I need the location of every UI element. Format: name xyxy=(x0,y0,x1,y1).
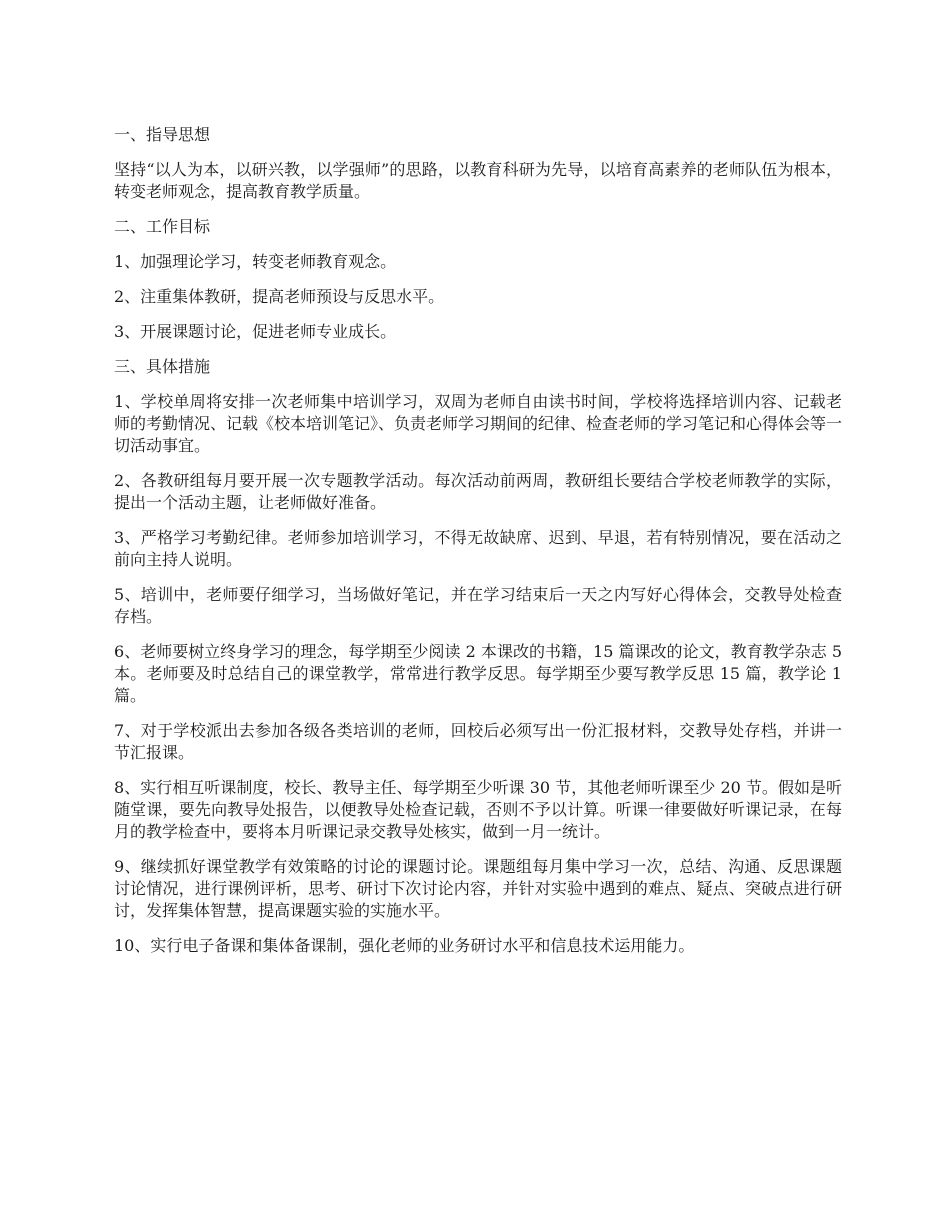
goal-item-2: 2、注重集体教研，提高老师预设与反思水平。 xyxy=(114,287,445,306)
measure-item-3: 3、严格学习考勤纪律。老师参加培训学习，不得无故缺席、迟到、早退，若有特别情况，要在活动之前向主持人说明。 xyxy=(114,528,842,569)
measure-item-2: 2、各教研组每月要开展一次专题教学活动。每次活动前两周，教研组长要结合学校老师教学的实际，提出一个活动主题，让老师做好准备。 xyxy=(114,471,842,512)
section-heading-guiding-ideology: 一、指导思想 xyxy=(114,125,211,144)
goal-item-1: 1、加强理论学习，转变老师教育观念。 xyxy=(114,252,397,271)
section-heading-measures: 三、具体措施 xyxy=(114,357,211,376)
document-body xyxy=(114,124,842,970)
measure-item-1: 1、学校单周将安排一次老师集中培训学习，双周为老师自由读书时间，学校将选择培训内容、记载老师的考勤情况、记载《校本培训笔记》、负责老师学习期间的纪律、检查老师的学习笔记和心得体会等一切活动事宜。 xyxy=(114,392,843,455)
measure-item-6: 6、老师要树立终身学习的理念，每学期至少阅读 2 本课改的书籍，15 篇课改的论文，教育教学杂志 5 本。老师要及时总结自己的课堂教学，常常进行教学反思。每学期至少要写教学反思 15 篇，教学论 1 篇。 xyxy=(114,642,842,705)
measure-item-5: 5、培训中，老师要仔细学习，当场做好笔记，并在学习结束后一天之内写好心得体会，交教导处检查存档。 xyxy=(114,585,842,626)
measure-item-8: 8、实行相互听课制度，校长、教导主任、每学期至少听课 30 节，其他老师听课至少 20 节。假如是听随堂课，要先向教导处报告，以便教导处检查记载，否则不予以计算。听课一律要做好听课记录，在每月的教学检查中，要将本月听课记录交教导处核实，做到一月一统计。 xyxy=(114,778,842,841)
paragraph-guiding-ideology: 坚持“以人为本，以研兴教，以学强师”的思路，以教育科研为先导，以培育高素养的老师队伍为根本，转变老师观念，提高教育教学质量。 xyxy=(114,160,842,201)
measure-item-9: 9、继续抓好课堂教学有效策略的讨论的课题讨论。课题组每月集中学习一次，总结、沟通、反思课题讨论情况，进行课例评析，思考、研讨下次讨论内容，并针对实验中遇到的难点、疑点、突破点进行研讨，发挥集体智慧，提高课题实验的实施水平。 xyxy=(114,857,842,920)
measure-item-7: 7、对于学校派出去参加各级各类培训的老师，回校后必须写出一份汇报材料，交教导处存档，并讲一节汇报课。 xyxy=(114,721,842,762)
section-heading-work-goals: 二、工作目标 xyxy=(114,217,211,236)
goal-item-3: 3、开展课题讨论，促进老师专业成长。 xyxy=(114,322,397,341)
measure-item-10: 10、实行电子备课和集体备课制，强化老师的业务研讨水平和信息技术运用能力。 xyxy=(114,936,695,955)
